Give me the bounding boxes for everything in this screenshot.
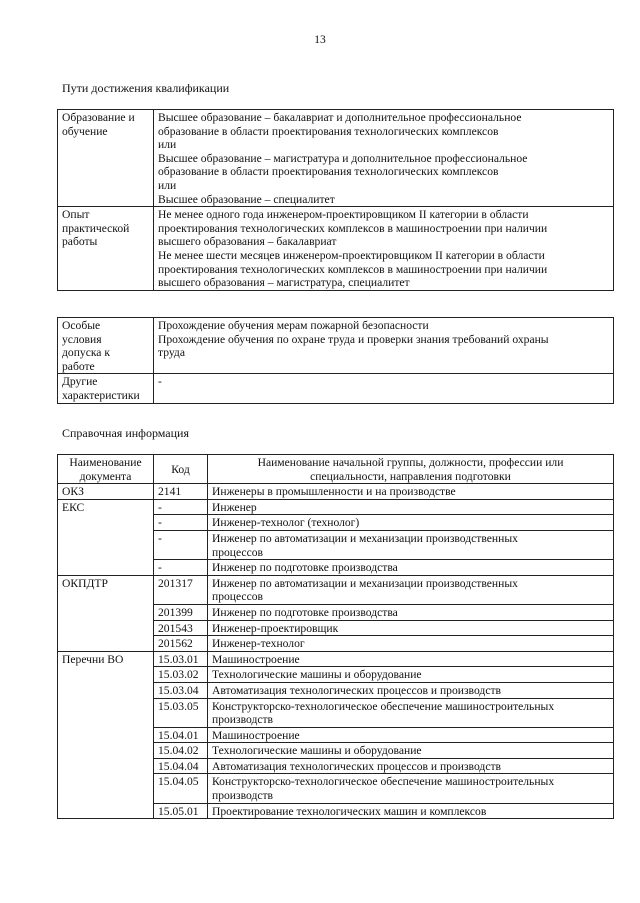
column-header-name [208,455,614,484]
document-cell: ОКПДТР [58,575,154,651]
name-cell-line: Машиностроение [212,652,300,666]
qualification-paths-body [58,110,614,291]
name-cell [208,758,614,774]
table-row [58,499,614,515]
row-content-line: высшего образования – магистратура, специалитет [158,276,410,290]
code-cell: 201399 [154,604,208,620]
name-cell [208,698,614,727]
code-cell: 201543 [154,620,208,636]
row-label [58,318,154,374]
qualification-row [58,110,614,207]
row-content-line: Прохождение обучения мерам пожарной безопасности [158,319,429,332]
row-label [58,110,154,207]
row-content [154,318,614,374]
reference-header-row [58,455,614,484]
row-content-line: проектирования технологических комплексов в машиностроении при наличии [158,262,548,276]
table-row [58,575,614,604]
name-cell-line: процессов [212,545,264,559]
row-content-line: труда [158,346,185,360]
name-cell [208,575,614,604]
special-conditions-row [58,374,614,403]
name-cell [208,484,614,500]
name-cell-line: Технологические машины и оборудование [212,744,422,758]
row-label-line: Опыт [62,208,90,222]
column-header-document [58,455,154,484]
row-content-line: образование в области проектирования технологических комплексов [158,124,499,138]
name-cell [208,774,614,803]
name-cell [208,604,614,620]
row-content-line: Высшее образование – специалитет [158,192,335,206]
reference-body [58,484,614,819]
page-number: 13 [314,34,326,46]
row-content [154,110,614,207]
name-cell-line: Инженер-технолог [212,637,305,651]
name-cell-line: Конструкторско-технологическое обеспечение машиностроительных [212,775,555,789]
name-cell [208,803,614,819]
row-label [58,207,154,291]
row-content-line: Высшее образование – магистратура и дополнительное профессиональное [158,151,528,165]
row-label-line: практической [62,221,130,235]
name-cell-line: Инженер-технолог (технолог) [212,516,360,530]
row-content-line: Прохождение обучения по охране труда и проверки знания требований охраны [158,332,549,346]
name-cell [208,636,614,652]
column-header-name-line: Наименование начальной группы, должности, профессии или [257,456,564,469]
row-content-line: - [158,375,162,389]
row-label-line: работы [62,235,98,249]
name-cell-line: Инженер по подготовке производства [212,561,398,575]
column-header-document-line: Наименование [69,456,142,469]
row-content-line: Высшее образование – бакалавриат и дополнительное профессиональное [158,111,522,124]
name-cell-line: Инженер [212,500,257,514]
code-cell: 15.04.02 [154,743,208,759]
row-label-line: допуска к [62,346,110,360]
code-cell: - [154,499,208,515]
name-cell [208,743,614,759]
code-cell: 201562 [154,636,208,652]
document-cell: ОКЗ [58,484,154,500]
row-content [154,207,614,291]
row-label-line: Особые [62,319,101,332]
row-label-line: Другие [62,375,98,389]
name-cell-line: Технологические машины и оборудование [212,668,422,682]
name-cell [208,682,614,698]
name-cell-line: Инженер по подготовке производства [212,605,398,619]
name-cell-line: Инженер по автоматизации и механизации производственных [212,531,518,545]
table-row [58,651,614,667]
row-content-line: проектирования технологических комплексов в машиностроении при наличии [158,221,548,235]
code-cell: 15.03.02 [154,667,208,683]
row-content-line: образование в области проектирования технологических комплексов [158,165,499,179]
code-cell: - [154,560,208,576]
code-cell: - [154,515,208,531]
name-cell [208,499,614,515]
name-cell [208,620,614,636]
name-cell [208,515,614,531]
name-cell-line: Инженер по автоматизации и механизации производственных [212,576,518,590]
row-content-line: Не менее шести месяцев инженером-проектировщиком II категории в области [158,248,545,262]
code-cell: 15.04.04 [154,758,208,774]
row-label [58,374,154,403]
name-cell-line: производств [212,713,274,727]
column-header-name-line: специальности, направления подготовки [310,469,511,483]
row-label-line: обучение [62,124,108,138]
reference-table [57,454,614,819]
code-cell: 15.03.05 [154,698,208,727]
document-cell: ЕКС [58,499,154,575]
reference-heading: Справочная информация [62,426,189,440]
name-cell [208,651,614,667]
name-cell [208,530,614,559]
row-label-line: характеристики [62,388,140,402]
name-cell-line: Конструкторско-технологическое обеспечение машиностроительных [212,699,555,713]
name-cell-line: производств [212,789,274,803]
document-cell: Перечни ВО [58,651,154,819]
qualification-paths-table [57,109,614,291]
name-cell-line: Автоматизация технологических процессов и производств [212,759,502,773]
row-spacer [158,389,609,403]
row-label-line: работе [62,359,95,373]
column-header-document-line: документа [79,469,132,483]
table-row [58,484,614,500]
row-label-line: Образование и [62,111,135,124]
code-cell: 201317 [154,575,208,604]
code-cell: 15.03.04 [154,682,208,698]
name-cell-line: Машиностроение [212,728,300,742]
code-cell: 15.04.01 [154,727,208,743]
name-cell-line: Автоматизация технологических процессов и производств [212,683,502,697]
row-content-line: высшего образования – бакалавриат [158,235,337,249]
name-cell-line: Инженеры в промышленности и на производстве [212,485,456,499]
name-cell-line: Проектирование технологических машин и комплексов [212,804,487,818]
code-cell: 15.05.01 [154,803,208,819]
row-content [154,374,614,403]
code-cell: - [154,530,208,559]
column-header-code: Код [154,455,208,484]
row-label-line: условия [62,332,102,346]
name-cell-line: Инженер-проектировщик [212,621,339,635]
qualification-paths-heading: Пути достижения квалификации [62,81,230,95]
name-cell [208,560,614,576]
special-conditions-table [57,317,614,404]
row-content-line: или [158,138,177,152]
name-cell-line: процессов [212,590,264,604]
row-content-line: Не менее одного года инженером-проектировщиком II категории в области [158,208,529,222]
special-conditions-row [58,318,614,374]
name-cell [208,667,614,683]
row-content-line: или [158,178,177,192]
code-cell: 15.04.05 [154,774,208,803]
special-conditions-body [58,318,614,404]
qualification-row [58,207,614,291]
code-cell: 15.03.01 [154,651,208,667]
name-cell [208,727,614,743]
code-cell: 2141 [154,484,208,500]
